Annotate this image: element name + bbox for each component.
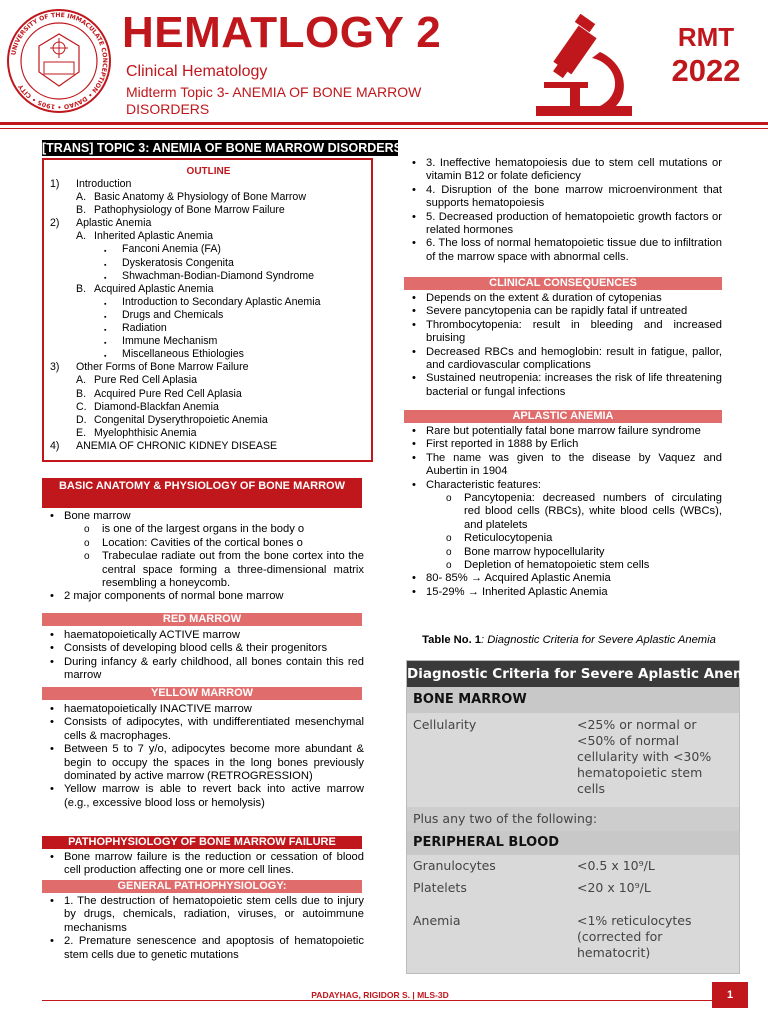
table-row [407,713,739,807]
platelets-label: Platelets [413,880,467,895]
list-item: • 2. Premature senescence and apoptosis of hematopoietic stem cells due to genetic mutations [42,935,364,962]
section-heading-yellow-marrow: YELLOW MARROW [42,687,362,700]
outline-item-text: Acquired Aplastic Anemia [94,282,214,295]
outline-item-text: Miscellaneous Ethiologies [122,348,244,361]
table-caption [404,634,734,647]
outline-item-number: ▪ [104,313,107,321]
outline-box [42,158,373,462]
list-item: • The name was given to the disease by Vaquez and Aubertin in 1904 [404,452,722,479]
outline-item-number: B. [76,387,87,400]
outline-item [50,296,367,309]
list-item: • 6. The loss of normal hematopoietic tissue due to infiltration of the marrow space with abnormal cells. [404,237,722,264]
outline-item-text: Pure Red Cell Aplasia [94,374,198,387]
outline-item-text: Other Forms of Bone Marrow Failure [76,361,249,374]
general-pathophysiology-section [42,895,364,962]
outline-item [50,309,367,322]
outline-item-number: 4) [50,439,60,452]
outline-item [50,401,367,414]
list-item: • haematopoietically INACTIVE marrow [42,703,364,716]
outline-item-text: Basic Anatomy & Physiology of Bone Marrow [94,191,306,204]
outline-item-text: Congenital Dyserythropoietic Anemia [94,413,268,426]
outline-item-text: Shwachman-Bodian-Diamond Syndrome [122,269,314,282]
page-number: 1 [712,982,748,1008]
granulocytes-label: Granulocytes [413,858,496,873]
outline-item-text: Introduction [76,178,132,190]
outline-item-text: Drugs and Chemicals [122,308,224,321]
list-item: • Thrombocytopenia: result in bleeding and increased bruising [404,319,722,346]
list-item: • 1. The destruction of hematopoietic stem cells due to injury by drugs, chemicals, radiation, viruses, or autoimmune mechanisms [42,895,364,935]
outline-item-number: ▪ [104,353,107,361]
list-item: o Bone marrow hypocellularity [404,546,722,559]
red-marrow-section [42,629,364,683]
outline-item-number: C. [76,400,87,413]
list-item: • First reported in 1888 by Erlich [404,438,722,451]
table-header: Diagnostic Criteria for Severe Aplastic Anemia [407,661,739,687]
outline-item [50,440,367,453]
list-item: o Reticulocytopenia [404,532,722,545]
yellow-marrow-section [42,703,364,810]
table-section-peripheral-blood: PERIPHERAL BLOOD [407,831,739,855]
outline-item [50,348,367,361]
topic-banner: [TRANS] TOPIC 3: ANEMIA OF BONE MARROW DISORDERS [42,141,402,155]
outline-item [50,257,367,270]
badge-line-2: 2022 [671,53,741,88]
footer-divider [42,1000,742,1001]
section-heading-pathophysiology: PATHOPHYSIOLOGY OF BONE MARROW FAILURE [42,836,362,849]
outline-item-number: 1) [50,178,60,190]
outline-item [50,217,367,230]
table-row [407,807,739,831]
list-item: • 15-29% → Inherited Aplastic Anemia [404,586,722,599]
list-item: • 80- 85% → Acquired Aplastic Anemia [404,572,722,585]
outline-item-number: 2) [50,217,60,230]
table-row [407,877,739,911]
outline-item-number: ▪ [104,340,107,348]
plus-text: Plus any two of the following: [413,811,598,826]
list-item: • Consists of developing blood cells & their progenitors [42,642,364,655]
list-item: • Bone marrow [42,510,364,523]
clinical-consequences-section [404,292,722,399]
outline-item-text: Acquired Pure Red Cell Aplasia [94,387,242,400]
outline-item-number: A. [76,230,87,243]
list-item: • Yellow marrow is able to revert back into active marrow (e.g., excessive blood loss or hemolysis) [42,783,364,810]
section-heading-red-marrow: RED MARROW [42,613,362,626]
outline-list [50,178,367,453]
outline-item-text: Radiation [122,322,167,335]
microscope-icon [530,14,638,120]
header-divider-thin [0,128,768,129]
list-item: • Consists of adipocytes, with undifferentiated mesenchymal cells & macrophages. [42,716,364,743]
outline-item [50,230,367,243]
outline-item [50,414,367,427]
outline-item-text: Inherited Aplastic Anemia [94,230,213,243]
pathophysiology-section [42,851,364,878]
outline-title: OUTLINE [186,166,231,177]
list-item: • Characteristic features: [404,479,722,492]
outline-item-number: ▪ [104,327,107,335]
outline-item-text: Myelophthisic Anemia [94,426,197,439]
list-item: o Pancytopenia: decreased numbers of circulating red blood cells (RBCs), white blood cells (WBCs), and platelets [404,492,722,532]
outline-item [50,388,367,401]
list-item: • Severe pancytopenia can be rapidly fatal if untreated [404,305,722,318]
granulocytes-value: <0.5 x 10⁹/L [577,858,655,873]
outline-item [50,335,367,348]
outline-item-number: A. [76,374,87,387]
outline-item-number: 3) [50,361,60,374]
list-item: • Depends on the extent & duration of cytopenias [404,292,722,305]
cellularity-value: <25% or normal or <50% of normal cellularity with <30% hematopoietic stem cells [577,717,712,796]
table-caption-label: Table No. 1 [422,634,482,646]
outline-item-number: ▪ [104,261,107,269]
header-divider [0,122,768,125]
table-caption-text: : Diagnostic Criteria for Severe Aplastic Anemia [481,634,716,646]
list-item: • During infancy & early childhood, all bones contain this red marrow [42,656,364,683]
bone-marrow-section [42,510,364,604]
outline-item-number: ▪ [104,274,107,282]
table-row [407,911,739,971]
outline-item-text: Aplastic Anemia [76,217,152,230]
list-item: • Bone marrow failure is the reduction or cessation of blood cell production affecting one or more cell lines. [42,851,364,878]
list-item: o Depletion of hematopoietic stem cells [404,559,722,572]
outline-item [50,427,367,440]
list-item: • Rare but potentially fatal bone marrow failure syndrome [404,425,722,438]
outline-item-number: D. [76,413,87,426]
outline-item-text: ANEMIA OF CHRONIC KIDNEY DISEASE [76,439,278,452]
badge-line-1: RMT [677,22,735,52]
outline-item-text: Diamond-Blackfan Anemia [94,400,219,413]
university-seal-logo [6,8,112,114]
aplastic-anemia-section [404,425,722,599]
list-item: o Location: Cavities of the cortical bones o [42,537,364,550]
list-item: • Between 5 to 7 y/o, adipocytes become more abundant & begin to occupy the spaces in the long bones previously dominated by active marrow (RETROGRESSION) [42,743,364,783]
list-item: • haematopoietically ACTIVE marrow [42,629,364,642]
outline-item-text: Immune Mechanism [122,335,218,348]
table-section-bone-marrow: BONE MARROW [407,687,739,713]
outline-item-text: Introduction to Secondary Aplastic Anemia [122,295,321,308]
topic-line: Midterm Topic 3- ANEMIA OF BONE MARROW DISORDERS [126,84,422,117]
outline-item-text: Fanconi Anemia (FA) [122,243,221,256]
platelets-value: <20 x 10⁹/L [577,880,651,895]
outline-item [50,283,367,296]
svg-text:UNIVERSITY OF THE IMMACULATE C: UNIVERSITY OF THE IMMACULATE CONCEPTION • DAVAO • 1905 • CITY [10,11,109,111]
outline-item [50,270,367,283]
page-title: HEMATLOGY 2 [122,8,442,57]
outline-item-text: Dyskeratosis Congenita [122,256,234,269]
outline-item [50,374,367,387]
list-item: • Decreased RBCs and hemoglobin: result in fatigue, pallor, and cardiovascular complications [404,346,722,373]
outline-item [50,191,367,204]
table-row [407,855,739,877]
diagnostic-criteria-table [406,660,761,974]
section-heading-clinical-consequences: CLINICAL CONSEQUENCES [404,277,722,290]
outline-item-number: B. [76,282,87,295]
outline-item-number: ▪ [104,300,107,308]
outline-item-number: ▪ [104,248,107,256]
list-item: • 2 major components of normal bone marrow [42,590,364,603]
anemia-value: <1% reticulocytes (corrected for hematocrit) [577,913,692,960]
outline-item [50,361,367,374]
outline-item [50,322,367,335]
list-item: o Trabeculae radiate out from the bone cortex into the central space forming a three-dimensional matrix resembling a honeycomb. [42,550,364,590]
outline-item [50,204,367,217]
outline-item [50,178,367,191]
list-item: • 5. Decreased production of hematopoietic growth factors or related hormones [404,211,722,238]
outline-item-number: B. [76,204,87,217]
outline-item-number: E. [76,426,87,439]
pathophysiology-continued [404,157,722,264]
cellularity-label: Cellularity [413,717,477,732]
section-heading-basic-anatomy: BASIC ANATOMY & PHYSIOLOGY OF BONE MARROW [42,478,362,508]
list-item: o is one of the largest organs in the body o [42,523,364,536]
outline-item [50,243,367,256]
rmt-badge [656,20,756,88]
outline-item-number: A. [76,191,87,204]
footer-author: PADAYHAG, RIGIDOR S. | MLS-3D [311,990,449,1000]
section-heading-general-pathophysiology: GENERAL PATHOPHYSIOLOGY: [42,880,362,893]
list-item: • Sustained neutropenia: increases the risk of life threatening bacterial or fungal infections [404,372,722,399]
subtitle: Clinical Hematology [126,63,268,80]
anemia-label: Anemia [413,913,461,928]
list-item: • 4. Disruption of the bone marrow microenvironment that supports hematopoiesis [404,184,722,211]
section-heading-aplastic-anemia: APLASTIC ANEMIA [404,410,722,423]
outline-item-text: Pathophysiology of Bone Marrow Failure [94,204,285,217]
list-item: • 3. Ineffective hematopoiesis due to stem cell mutations or vitamin B12 or folate deficiency [404,157,722,184]
